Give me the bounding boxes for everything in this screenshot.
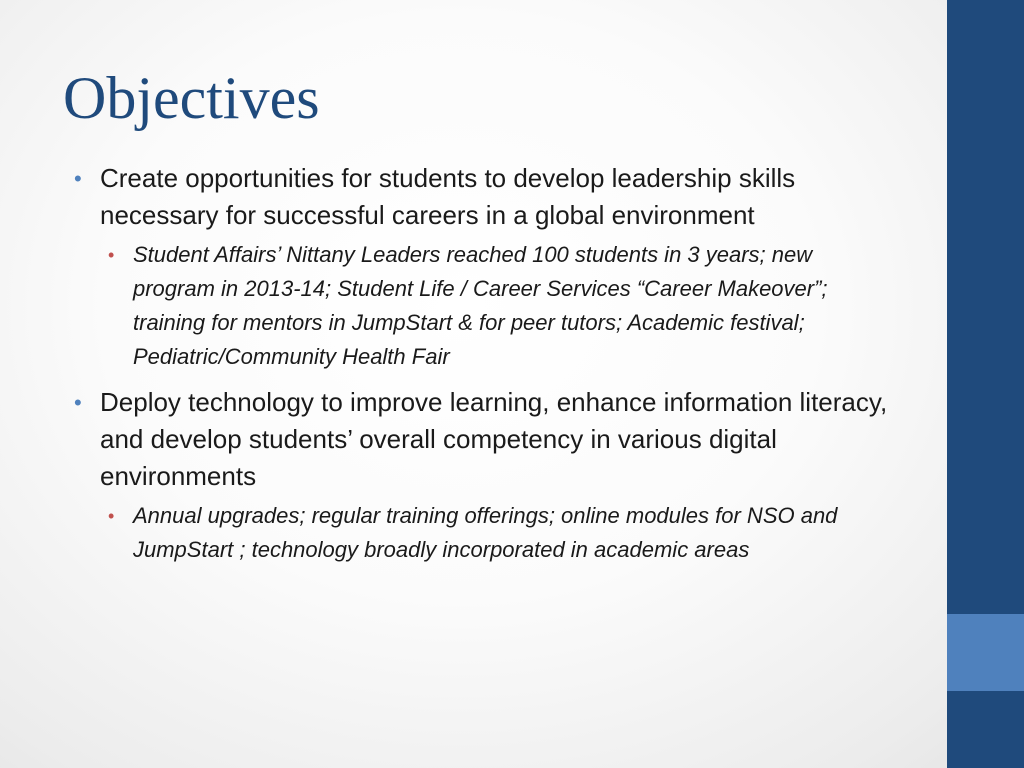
slide-content: [74, 160, 894, 577]
sub-bullet-marker: •: [108, 245, 115, 265]
bullet-item-2: [74, 384, 894, 495]
bullet-item-1: [74, 160, 894, 234]
bullet-text: Create opportunities for students to develop leadership skills necessary for successful careers in a global environment: [100, 163, 796, 230]
bullet-text: Deploy technology to improve learning, enhance information literacy, and develop students’ overall competency in various digital environments: [100, 387, 888, 491]
sub-bullet-text: Student Affairs’ Nittany Leaders reached 100 students in 3 years; new program in 2013-14; Student Life / Career Services “Career Makeover”; training for mentors in JumpStart & for peer tutors; Academic festival; Pediatric/Community Health Fair: [133, 242, 828, 369]
slide-title: Objectives: [63, 65, 320, 131]
sub-bullet-item-1: [74, 238, 894, 374]
sub-bullet-marker: •: [108, 506, 115, 526]
sub-bullet-item-2: [74, 499, 894, 567]
bullet-marker: •: [74, 166, 82, 191]
sidebar-accent-block: [947, 614, 1024, 691]
bullet-marker: •: [74, 390, 82, 415]
sub-bullet-text: Annual upgrades; regular training offerings; online modules for NSO and JumpStart ; technology broadly incorporated in academic areas: [133, 503, 838, 562]
